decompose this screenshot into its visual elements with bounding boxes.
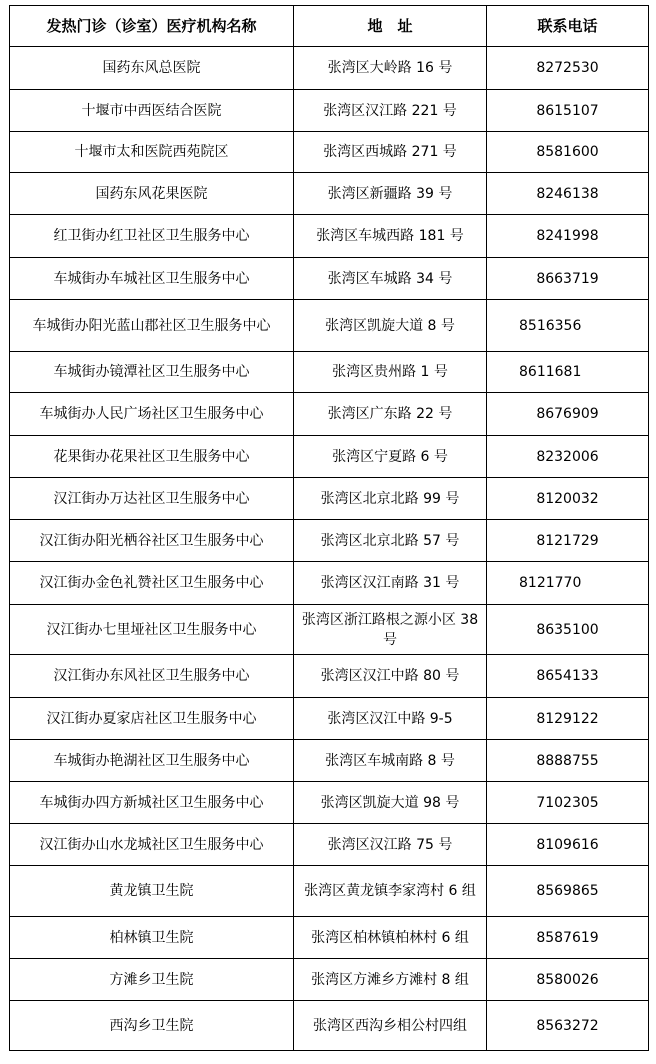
institution-name-cell: 十堰市太和医院西苑院区 (10, 132, 294, 173)
institution-name-cell: 汉江街办东风社区卫生服务中心 (10, 655, 294, 698)
table-row (10, 782, 649, 824)
table-row (10, 215, 649, 258)
phone-cell: 8587619 (487, 917, 649, 959)
address-cell: 张湾区北京北路 57 号 (294, 520, 487, 562)
phone-cell: 8569865 (487, 866, 649, 917)
address-cell: 张湾区黄龙镇李家湾村 6 组 (294, 866, 487, 917)
table-row (10, 300, 649, 352)
address-cell: 张湾区贵州路 1 号 (294, 352, 487, 393)
table-row (10, 698, 649, 740)
phone-cell: 8611681 (487, 352, 649, 393)
phone-cell: 8129122 (487, 698, 649, 740)
phone-cell: 8232006 (487, 436, 649, 478)
address-cell: 张湾区北京北路 99 号 (294, 478, 487, 520)
institution-name-cell: 柏林镇卫生院 (10, 917, 294, 959)
institution-name-cell: 十堰市中西医结合医院 (10, 90, 294, 132)
institution-name-cell: 黄龙镇卫生院 (10, 866, 294, 917)
address-cell: 张湾区汉江路 75 号 (294, 824, 487, 866)
institution-name-cell: 车城街办镜潭社区卫生服务中心 (10, 352, 294, 393)
address-cell: 张湾区西沟乡相公村四组 (294, 1001, 487, 1051)
phone-cell: 7102305 (487, 782, 649, 824)
address-cell: 张湾区凯旋大道 8 号 (294, 300, 487, 352)
table-row (10, 655, 649, 698)
phone-cell: 8241998 (487, 215, 649, 258)
phone-cell: 8654133 (487, 655, 649, 698)
institution-name-cell: 车城街办车城社区卫生服务中心 (10, 258, 294, 300)
header-row (10, 6, 649, 47)
table-row (10, 824, 649, 866)
table-row (10, 740, 649, 782)
table-row (10, 520, 649, 562)
address-cell: 张湾区车城西路 181 号 (294, 215, 487, 258)
table-row (10, 866, 649, 917)
institution-name-cell: 车城街办人民广场社区卫生服务中心 (10, 393, 294, 436)
institution-name-cell: 汉江街办七里垭社区卫生服务中心 (10, 605, 294, 655)
phone-cell: 8120032 (487, 478, 649, 520)
phone-cell: 8676909 (487, 393, 649, 436)
address-cell: 张湾区广东路 22 号 (294, 393, 487, 436)
table-row (10, 173, 649, 215)
table-row (10, 393, 649, 436)
phone-cell: 8121729 (487, 520, 649, 562)
fever-clinic-table (9, 5, 649, 1051)
table-row (10, 90, 649, 132)
table-row (10, 917, 649, 959)
phone-cell: 8888755 (487, 740, 649, 782)
table-body (10, 47, 649, 1051)
address-cell: 张湾区方滩乡方滩村 8 组 (294, 959, 487, 1001)
phone-cell: 8109616 (487, 824, 649, 866)
institution-name-cell: 车城街办阳光蓝山郡社区卫生服务中心 (10, 300, 294, 352)
institution-name-cell: 红卫街办红卫社区卫生服务中心 (10, 215, 294, 258)
table-row (10, 1001, 649, 1051)
institution-name-cell: 汉江街办万达社区卫生服务中心 (10, 478, 294, 520)
institution-name-cell: 花果街办花果社区卫生服务中心 (10, 436, 294, 478)
address-cell: 张湾区汉江中路 9-5 (294, 698, 487, 740)
address-cell: 张湾区大岭路 16 号 (294, 47, 487, 90)
phone-cell: 8635100 (487, 605, 649, 655)
table-row (10, 436, 649, 478)
address-cell: 张湾区柏林镇柏林村 6 组 (294, 917, 487, 959)
address-cell: 张湾区汉江南路 31 号 (294, 562, 487, 605)
table-row (10, 605, 649, 655)
institution-name-cell: 汉江街办山水龙城社区卫生服务中心 (10, 824, 294, 866)
institution-name-cell: 西沟乡卫生院 (10, 1001, 294, 1051)
table-row (10, 562, 649, 605)
address-cell: 张湾区凯旋大道 98 号 (294, 782, 487, 824)
address-cell: 张湾区浙江路根之源小区 38 号 (294, 605, 487, 655)
phone-cell: 8580026 (487, 959, 649, 1001)
institution-name-cell: 国药东风总医院 (10, 47, 294, 90)
phone-cell: 8663719 (487, 258, 649, 300)
phone-cell: 8246138 (487, 173, 649, 215)
table-row (10, 959, 649, 1001)
phone-cell: 8563272 (487, 1001, 649, 1051)
header-institution-name: 发热门诊（诊室）医疗机构名称 (10, 6, 294, 47)
institution-name-cell: 汉江街办金色礼赞社区卫生服务中心 (10, 562, 294, 605)
table-row (10, 258, 649, 300)
address-cell: 张湾区汉江中路 80 号 (294, 655, 487, 698)
phone-cell: 8615107 (487, 90, 649, 132)
institution-name-cell: 车城街办四方新城社区卫生服务中心 (10, 782, 294, 824)
institution-name-cell: 汉江街办夏家店社区卫生服务中心 (10, 698, 294, 740)
institution-name-cell: 国药东风花果医院 (10, 173, 294, 215)
address-cell: 张湾区车城路 34 号 (294, 258, 487, 300)
address-cell: 张湾区西城路 271 号 (294, 132, 487, 173)
phone-cell: 8121770 (487, 562, 649, 605)
header-phone: 联系电话 (487, 6, 649, 47)
institution-name-cell: 汉江街办阳光栖谷社区卫生服务中心 (10, 520, 294, 562)
address-cell: 张湾区新疆路 39 号 (294, 173, 487, 215)
table-row (10, 47, 649, 90)
address-cell: 张湾区宁夏路 6 号 (294, 436, 487, 478)
institution-name-cell: 方滩乡卫生院 (10, 959, 294, 1001)
header-address: 地 址 (294, 6, 487, 47)
phone-cell: 8516356 (487, 300, 649, 352)
phone-cell: 8272530 (487, 47, 649, 90)
table-row (10, 352, 649, 393)
address-cell: 张湾区汉江路 221 号 (294, 90, 487, 132)
table-row (10, 478, 649, 520)
institution-name-cell: 车城街办艳湖社区卫生服务中心 (10, 740, 294, 782)
address-cell: 张湾区车城南路 8 号 (294, 740, 487, 782)
phone-cell: 8581600 (487, 132, 649, 173)
table-row (10, 132, 649, 173)
